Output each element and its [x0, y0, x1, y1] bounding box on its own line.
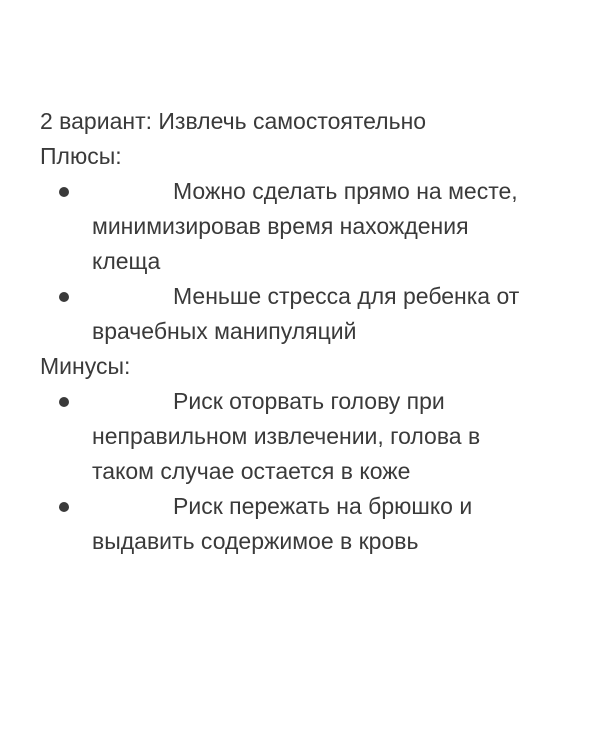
item-line: клеща [92, 248, 161, 274]
document-body [40, 104, 570, 559]
item-line: выдавить содержимое в кровь [92, 528, 419, 554]
bullet-icon [59, 397, 69, 407]
bullet-icon [59, 187, 69, 197]
bullet-icon [59, 292, 69, 302]
pros-label: Плюсы: [40, 143, 122, 169]
cons-list-item [40, 384, 570, 489]
item-line: неправильном извлечении, голова в [92, 423, 481, 449]
cons-label: Минусы: [40, 353, 131, 379]
item-line: врачебных манипуляций [92, 318, 357, 344]
item-line: Риск пережать на брюшко и [173, 493, 473, 519]
item-line: Меньше стресса для ребенка от [173, 283, 520, 309]
item-line: таком случае остается в коже [92, 458, 411, 484]
item-line: Можно сделать прямо на месте, [173, 178, 518, 204]
item-line: Риск оторвать голову при [173, 388, 445, 414]
pros-list-item [40, 174, 570, 279]
item-line: минимизировав время нахождения [92, 213, 469, 239]
pros-list-item [40, 279, 570, 349]
bullet-icon [59, 502, 69, 512]
heading: 2 вариант: Извлечь самостоятельно [40, 108, 427, 134]
cons-list-item [40, 489, 570, 559]
